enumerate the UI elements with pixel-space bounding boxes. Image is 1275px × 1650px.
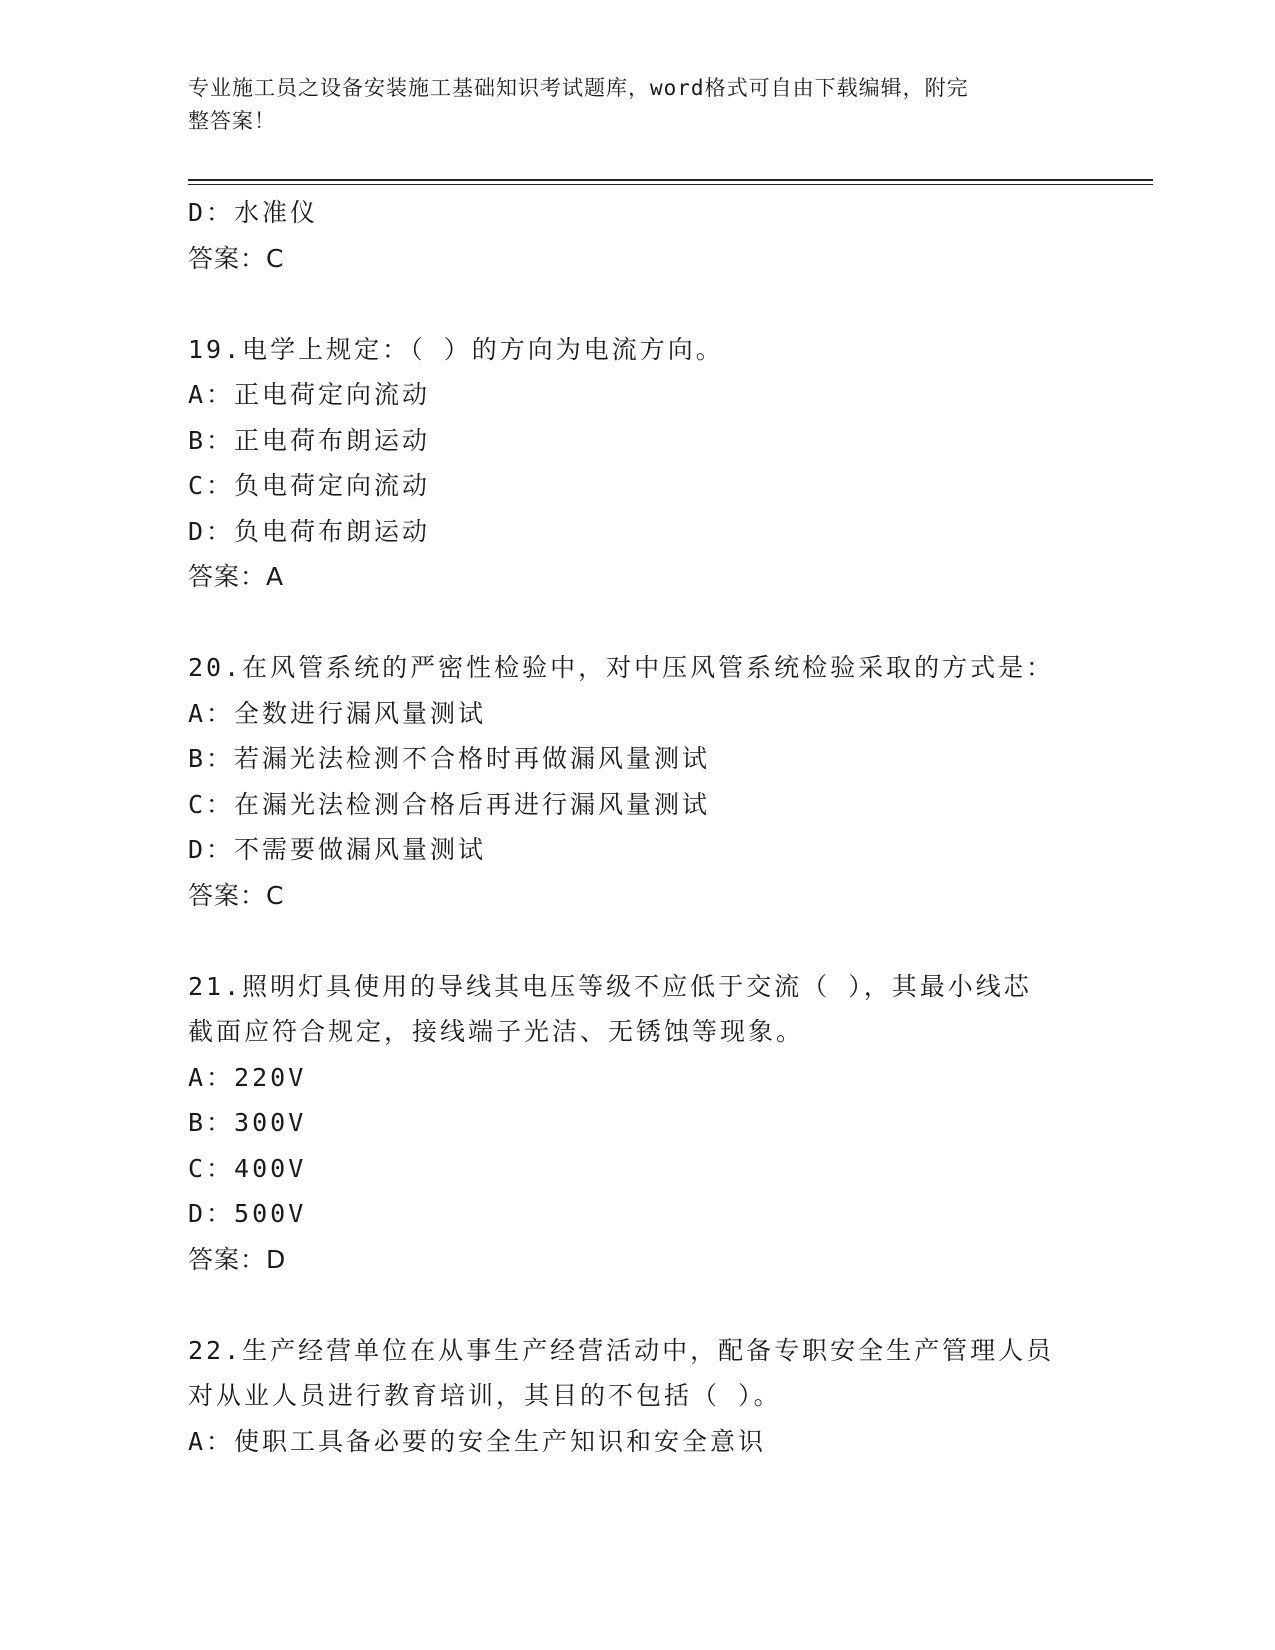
question-stem: 19.电学上规定：（ ）的方向为电流方向。: [188, 334, 724, 364]
question-list: [188, 190, 1088, 1464]
option-d: D：水准仪: [188, 198, 319, 227]
option-d: D：不需要做漏风量测试: [188, 835, 487, 864]
answer-line: [188, 1237, 1088, 1283]
option-b: B：正电荷布朗运动: [188, 425, 431, 455]
question-stem: 20.在风管系统的严密性检验中，对中压风管系统检验采取的方式是：: [188, 653, 1055, 682]
answer-label: 答案：: [188, 562, 267, 591]
question-stem-line-1: 22.生产经营单位在从事生产经营活动中，配备专职安全生产管理人员: [188, 1335, 1055, 1365]
answer-line: [188, 873, 1088, 919]
option-b: B：300V: [188, 1108, 307, 1137]
header-rule-thick: [188, 179, 1153, 181]
answer-label: 答案：: [188, 880, 267, 910]
question-stem-line-2: 截面应符合规定，接线端子光洁、无锈蚀等现象。: [188, 1017, 805, 1046]
spacer: [188, 1282, 1088, 1328]
answer-value: A: [266, 562, 285, 591]
option-b: B：若漏光法检测不合格时再做漏风量测试: [188, 744, 711, 773]
option-c: C：负电荷定向流动: [188, 471, 431, 500]
answer-value: D: [266, 1244, 287, 1274]
option-d: D：负电荷布朗运动: [188, 516, 431, 546]
option-a: A：全数进行漏风量测试: [188, 698, 487, 728]
answer-value: C: [266, 243, 285, 273]
spacer: [188, 281, 1088, 327]
document-header: [188, 72, 1068, 138]
option-a: A：正电荷定向流动: [188, 380, 431, 409]
answer-label: 答案：: [188, 1244, 267, 1274]
answer-line: [188, 236, 1088, 282]
header-rule-thin: [188, 184, 1153, 185]
answer-value: C: [266, 880, 285, 910]
header-line-1: 专业施工员之设备安装施工基础知识考试题库，word格式可自由下载编辑，附完: [188, 76, 969, 100]
answer-label: 答案：: [188, 243, 267, 273]
spacer: [188, 600, 1088, 646]
option-c: C：400V: [188, 1153, 307, 1183]
header-line-2: 整答案！: [188, 109, 276, 133]
option-d: D：500V: [188, 1199, 307, 1228]
spacer: [188, 918, 1088, 964]
question-stem-line-1: 21.照明灯具使用的导线其电压等级不应低于交流（ ），其最小线芯: [188, 971, 1032, 1001]
option-c: C：在漏光法检测合格后再进行漏风量测试: [188, 789, 711, 819]
option-a: A：220V: [188, 1062, 307, 1092]
option-a: A：使职工具备必要的安全生产知识和安全意识: [188, 1426, 767, 1456]
question-stem-line-2: 对从业人员进行教育培训，其目的不包括（ ）。: [188, 1381, 782, 1410]
answer-line: [188, 554, 1088, 600]
